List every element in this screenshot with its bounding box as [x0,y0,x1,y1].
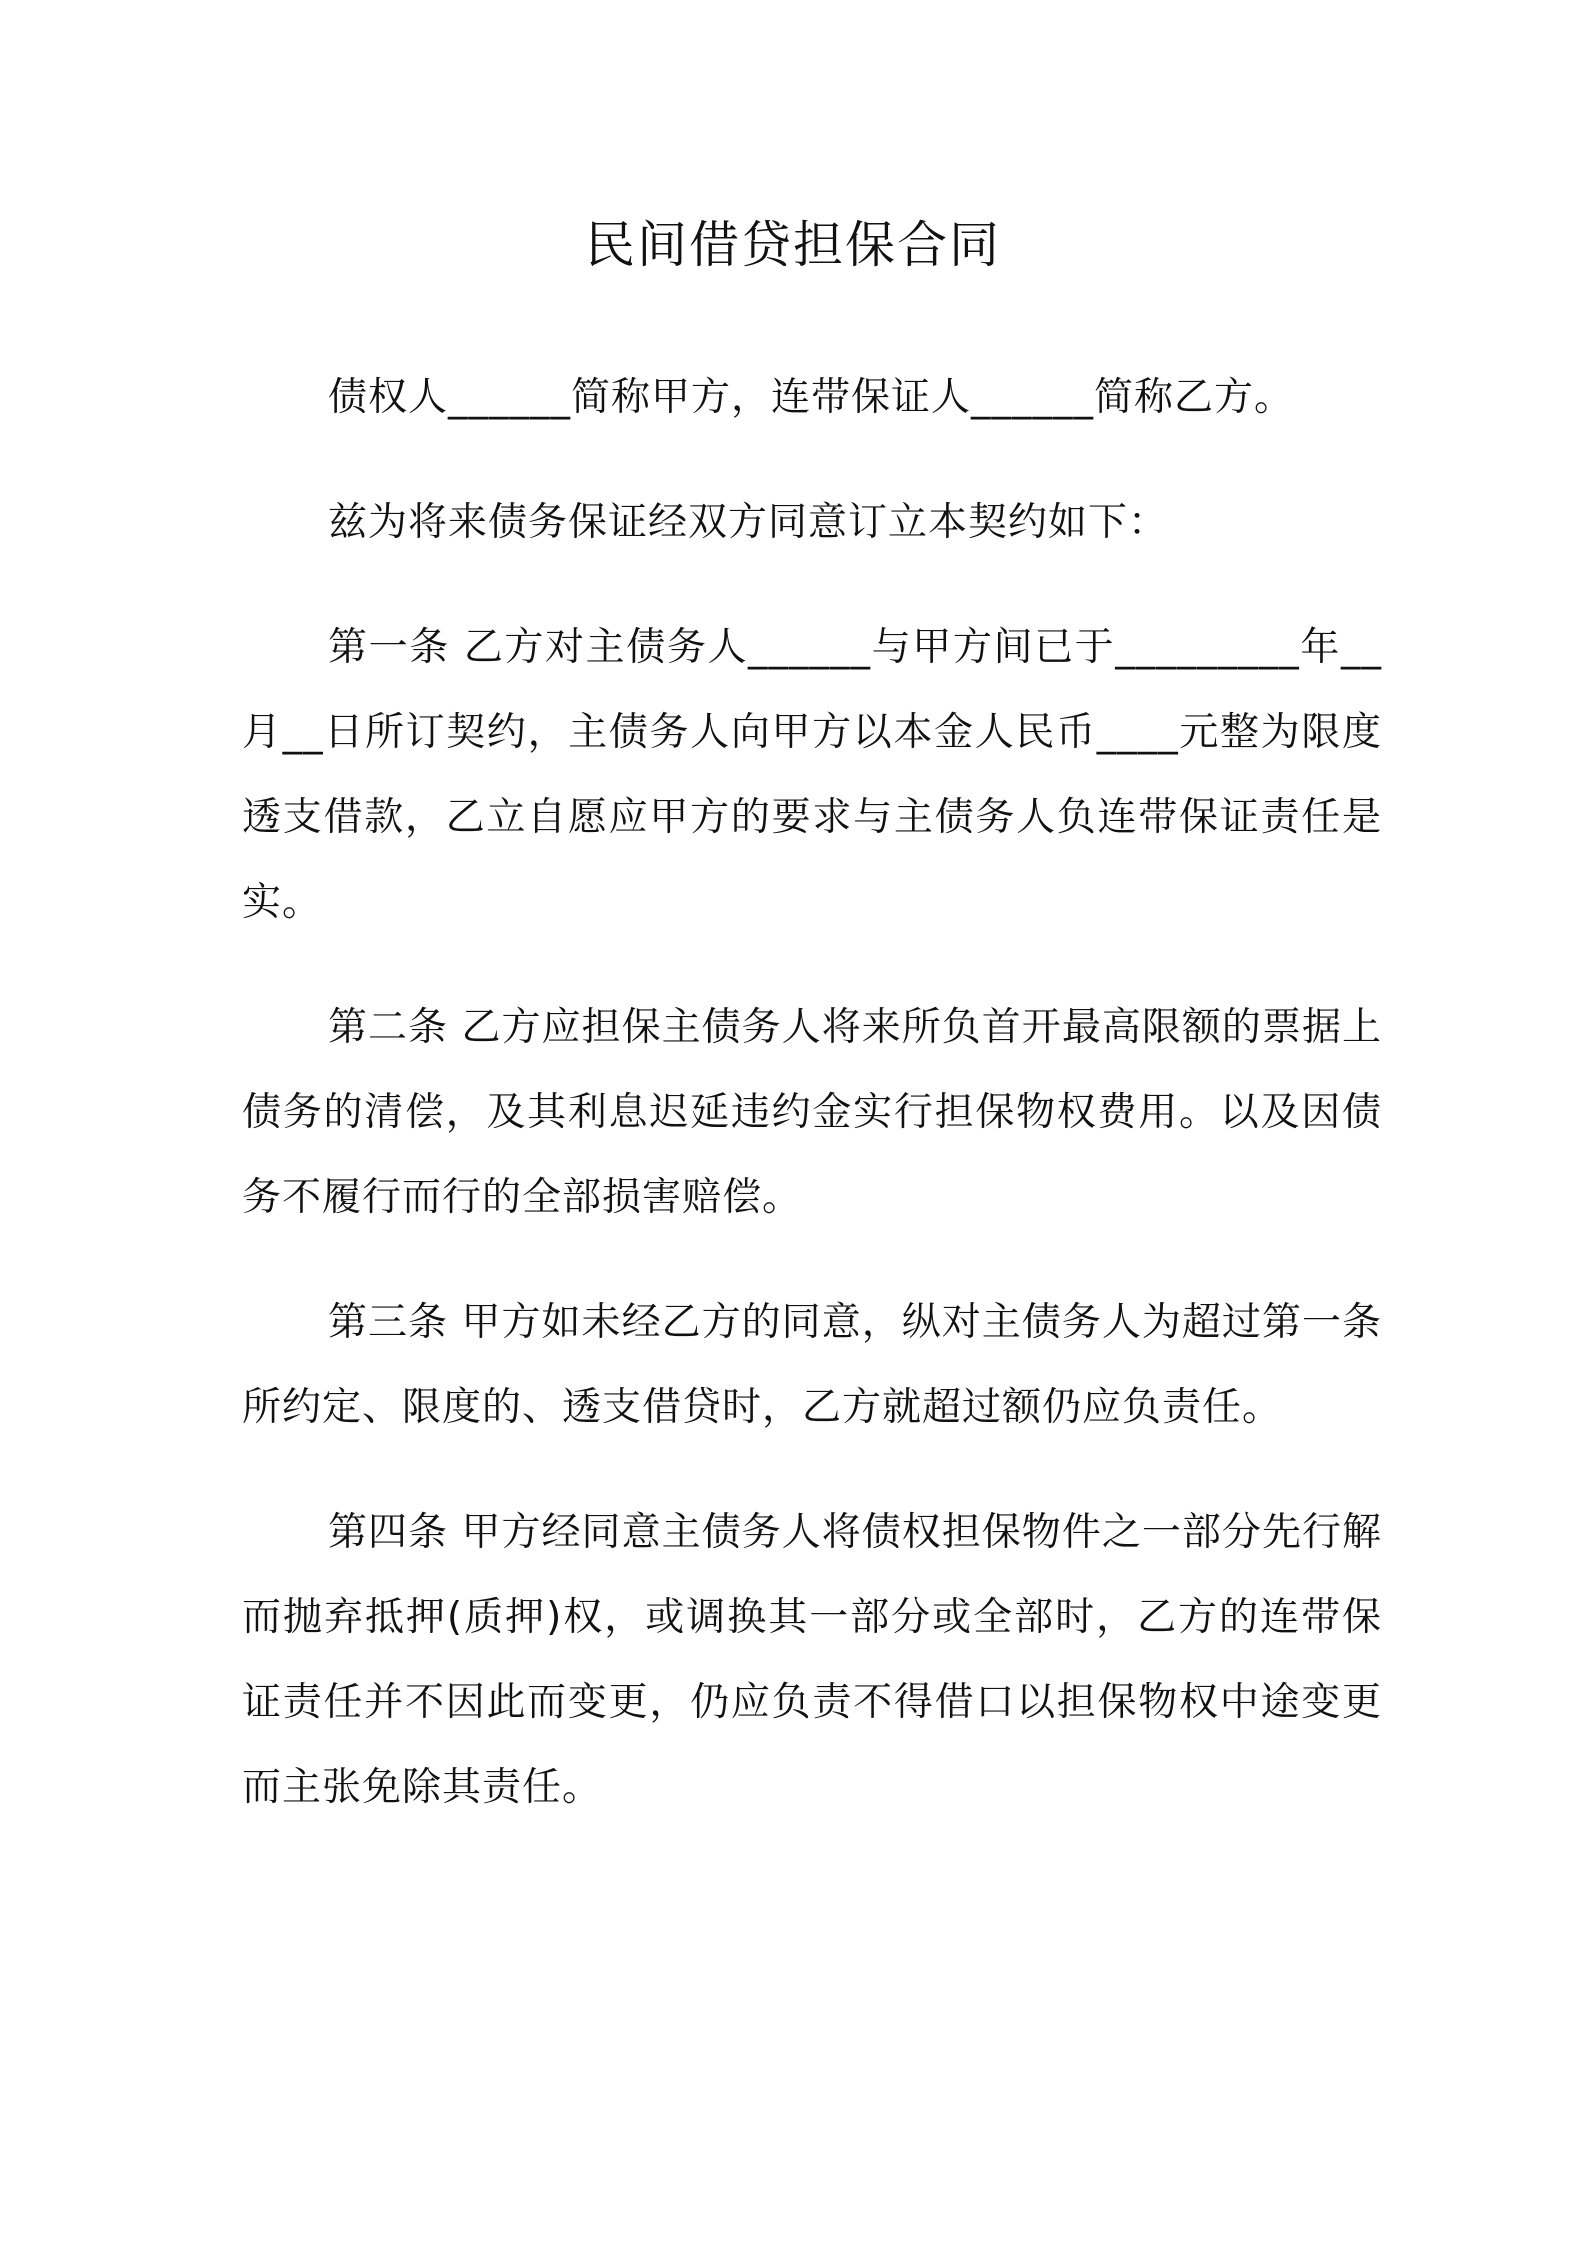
preamble-paragraph: 兹为将来债务保证经双方同意订立本契约如下： [328,500,1169,545]
parties-paragraph: 债权人______简称甲方，连带保证人______简称乙方。 [328,375,1295,420]
contract-body [242,355,1382,1870]
article-4-paragraph: 第四条 甲方经同意主债务人将债权担保物件之一部分先行解而抛弃抵押(质押)权，或调换其一部分或全部时，乙方的连带保证责任并不因此而变更，仍应负责不得借口以担保物权中途变更而主张免除其责任。 [242,1510,1382,1810]
document-title: 民间借贷担保合同 [585,216,1001,274]
article-2-paragraph: 第二条 乙方应担保主债务人将来所负首开最高限额的票据上债务的清偿，及其利息迟延违约金实行担保物权费用。以及因债务不履行而行的全部损害赔偿。 [242,1005,1382,1220]
article-1-paragraph: 第一条 乙方对主债务人______与甲方间已于_________年__月__日所订契约，主债务人向甲方以本金人民币____元整为限度透支借款，乙立自愿应甲方的要求与主债务人负连带保证责任是实。 [242,625,1382,925]
article-3-paragraph: 第三条 甲方如未经乙方的同意，纵对主债务人为超过第一条所约定、限度的、透支借贷时，乙方就超过额仍应负责任。 [242,1300,1382,1430]
